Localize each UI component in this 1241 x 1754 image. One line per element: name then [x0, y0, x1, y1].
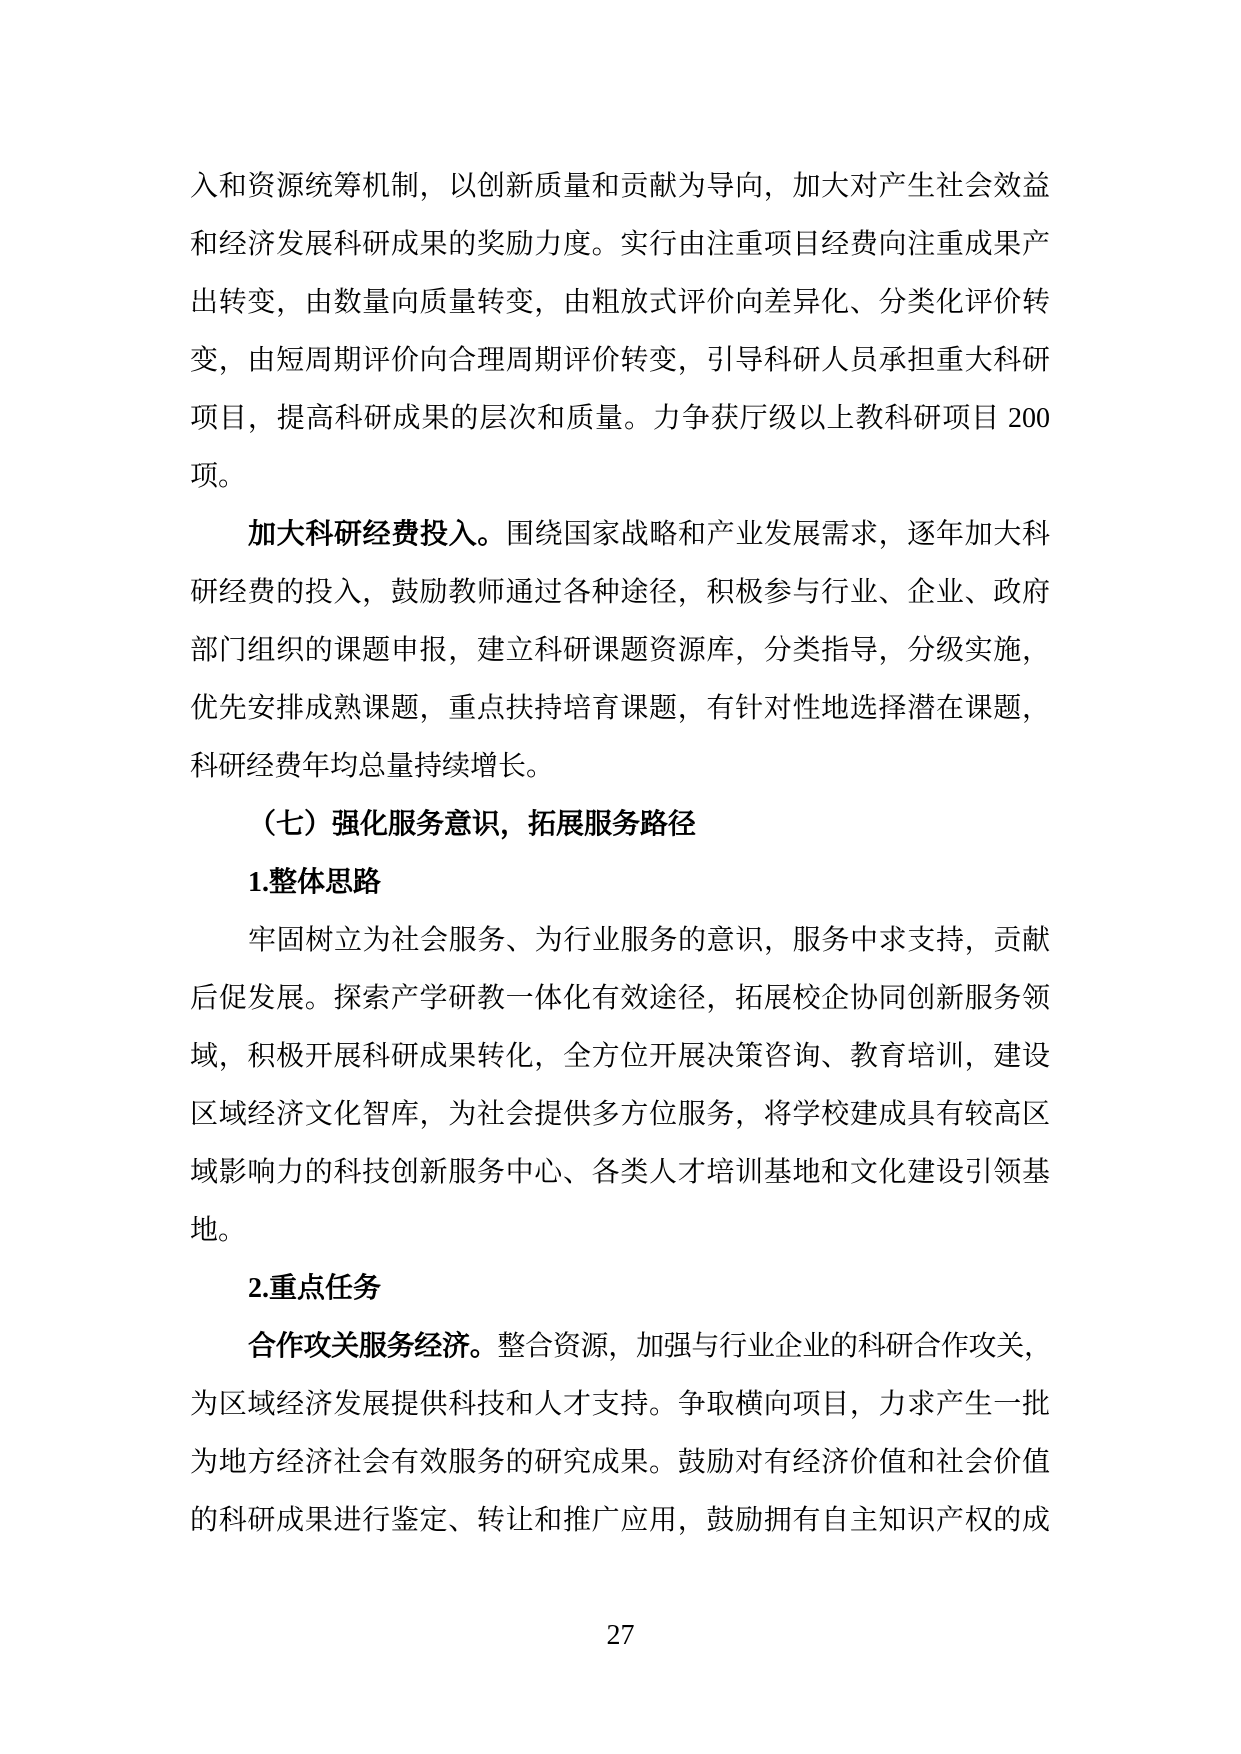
body-line: 地。	[190, 1215, 247, 1246]
body-line: 入和资源统筹机制，以创新质量和贡献为导向，加大对产生社会效益	[190, 171, 1050, 202]
body-line: 后促发展。探索产学研教一体化有效途径，拓展校企协同创新服务领	[190, 983, 1050, 1014]
section-7-heading: （七）强化服务意识，拓展服务路径	[248, 809, 697, 840]
body-line: 项目，提高科研成果的层次和质量。力争获厅级以上教科研项目 200	[190, 403, 1050, 434]
body-line: 优先安排成熟课题，重点扶持培育课题，有针对性地选择潜在课题，	[190, 693, 1050, 724]
paragraph-lead-line: 合作攻关服务经济。整合资源，加强与行业企业的科研合作攻关，	[248, 1331, 1050, 1362]
body-line: 出转变，由数量向质量转变，由粗放式评价向差异化、分类化评价转	[190, 287, 1050, 318]
body-line: 科研经费年均总量持续增长。	[190, 751, 555, 782]
bold-lead: 合作攻关服务经济。	[248, 1331, 498, 1362]
body-line: 为地方经济社会有效服务的研究成果。鼓励对有经济价值和社会价值	[190, 1447, 1050, 1478]
body-line: 的科研成果进行鉴定、转让和推广应用，鼓励拥有自主知识产权的成	[190, 1505, 1050, 1536]
body-line: 研经费的投入，鼓励教师通过各种途径，积极参与行业、企业、政府	[190, 577, 1050, 608]
body-line: 域影响力的科技创新服务中心、各类人才培训基地和文化建设引领基	[190, 1157, 1050, 1188]
bold-lead: 加大科研经费投入。	[248, 519, 506, 550]
body-line: 项。	[190, 461, 247, 492]
body-line: 区域经济文化智库，为社会提供多方位服务，将学校建成具有较高区	[190, 1099, 1050, 1130]
body-line: 变，由短周期评价向合理周期评价转变，引导科研人员承担重大科研	[190, 345, 1050, 376]
page-number: 27	[606, 1620, 635, 1651]
body-line: 部门组织的课题申报，建立科研课题资源库，分类指导，分级实施，	[190, 635, 1050, 666]
body-line: 为区域经济发展提供科技和人才支持。争取横向项目，力求产生一批	[190, 1389, 1050, 1420]
document-body	[190, 158, 1050, 1550]
subsection-2-heading: 2.重点任务	[248, 1273, 382, 1304]
paragraph-lead-line: 加大科研经费投入。围绕国家战略和产业发展需求，逐年加大科	[248, 519, 1050, 550]
body-line: 牢固树立为社会服务、为行业服务的意识，服务中求支持，贡献	[248, 925, 1050, 956]
body-line: 和经济发展科研成果的奖励力度。实行由注重项目经费向注重成果产	[190, 229, 1050, 260]
subsection-1-heading: 1.整体思路	[248, 867, 382, 898]
body-line: 域，积极开展科研成果转化，全方位开展决策咨询、教育培训，建设	[190, 1041, 1050, 1072]
